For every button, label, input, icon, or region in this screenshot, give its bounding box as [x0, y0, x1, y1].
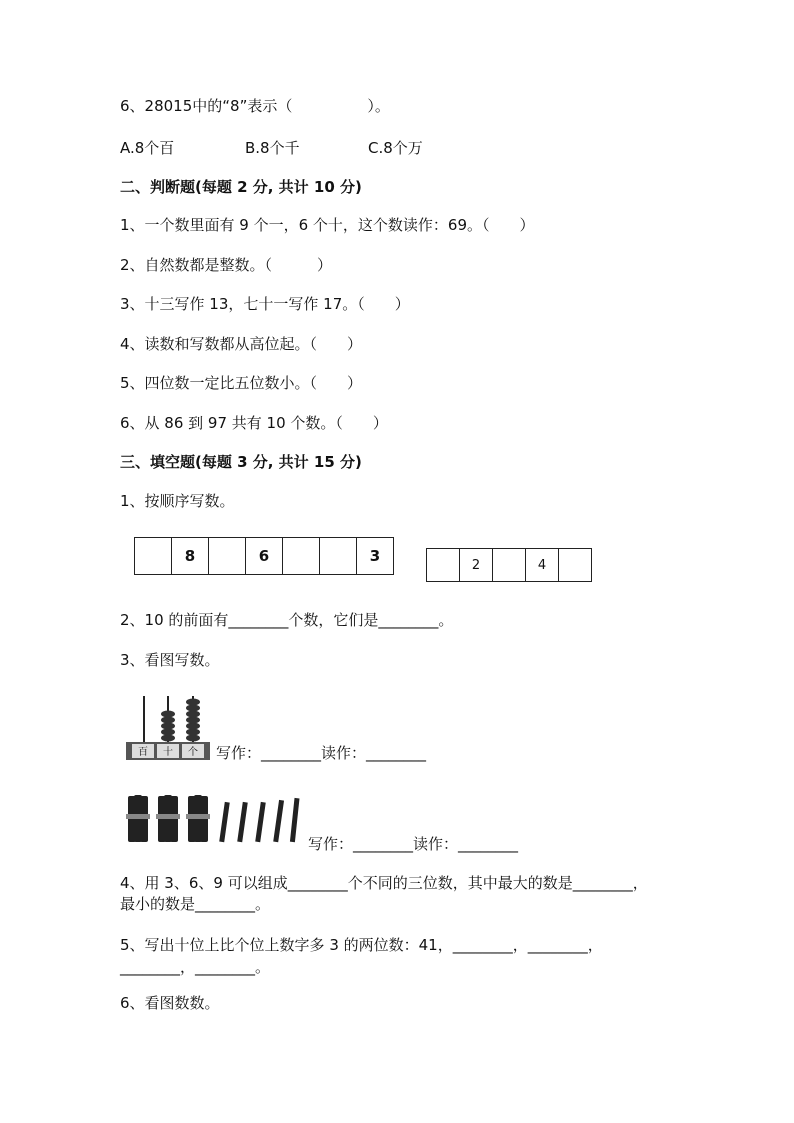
judgment-item: 3、十三写作 13，七十一写作 17。（ ） — [120, 295, 410, 313]
judgment-item: 2、自然数都是整数。（ ） — [120, 256, 333, 274]
number-sequence-boxes — [426, 548, 592, 582]
section-title: 二、判断题(每题 2 分, 共计 10 分) — [120, 178, 362, 196]
sequence-box[interactable] — [320, 537, 357, 575]
stick-bundle — [156, 795, 180, 842]
judgment-item: 5、四位数一定比五位数小。（ ） — [120, 374, 363, 392]
abacus-label-ones: 个 — [188, 747, 198, 758]
sequence-box[interactable] — [283, 537, 320, 575]
option-b: B.8个千 — [245, 139, 300, 157]
sequence-box[interactable] — [135, 537, 172, 575]
section-title: 三、填空题(每题 3 分, 共计 15 分) — [120, 453, 362, 471]
sequence-box: 2 — [460, 548, 493, 582]
question-text: 5、写出十位上比个位上数字多 3 的两位数：41，________，________， — [120, 936, 603, 954]
stick-bundles-image — [122, 790, 302, 846]
sequence-box: 8 — [172, 537, 209, 575]
abacus-image — [122, 694, 212, 762]
sequence-box[interactable] — [493, 548, 526, 582]
question-text: 6、看图数数。 — [120, 994, 220, 1012]
single-sticks — [219, 798, 299, 842]
question-text: 1、按顺序写数。 — [120, 492, 235, 510]
question-text: 4、用 3、6、9 可以组成________个不同的三位数，其中最大的数是________， — [120, 874, 648, 892]
number-sequence-boxes — [134, 537, 394, 575]
write-read-blanks: 写作：________读作：________ — [216, 744, 427, 762]
judgment-item: 4、读数和写数都从高位起。（ ） — [120, 335, 363, 353]
question-text: 6、28015中的“8”表示（ ）。 — [120, 97, 390, 115]
write-read-blanks: 写作：________读作：________ — [308, 835, 519, 853]
sequence-box: 4 — [526, 548, 559, 582]
question-text: ________，________。 — [120, 958, 271, 976]
sequence-box: 3 — [357, 537, 394, 575]
option-c: C.8个万 — [368, 139, 423, 157]
option-a: A.8个百 — [120, 139, 175, 157]
sequence-box: 6 — [246, 537, 283, 575]
judgment-item: 6、从 86 到 97 共有 10 个数。（ ） — [120, 414, 388, 432]
question-text: 2、10 的前面有________个数，它们是________。 — [120, 611, 454, 629]
sequence-box[interactable] — [559, 548, 592, 582]
judgment-item: 1、一个数里面有 9 个一，6 个十，这个数读作：69。（ ） — [120, 216, 535, 234]
sequence-box[interactable] — [427, 548, 460, 582]
abacus-label-hundreds: 百 — [138, 747, 148, 758]
abacus-label-tens: 十 — [163, 747, 173, 758]
stick-bundle — [186, 795, 210, 842]
sequence-box[interactable] — [209, 537, 246, 575]
question-text: 3、看图写数。 — [120, 651, 220, 669]
stick-bundle — [126, 795, 150, 842]
question-text: 最小的数是________。 — [120, 895, 271, 913]
